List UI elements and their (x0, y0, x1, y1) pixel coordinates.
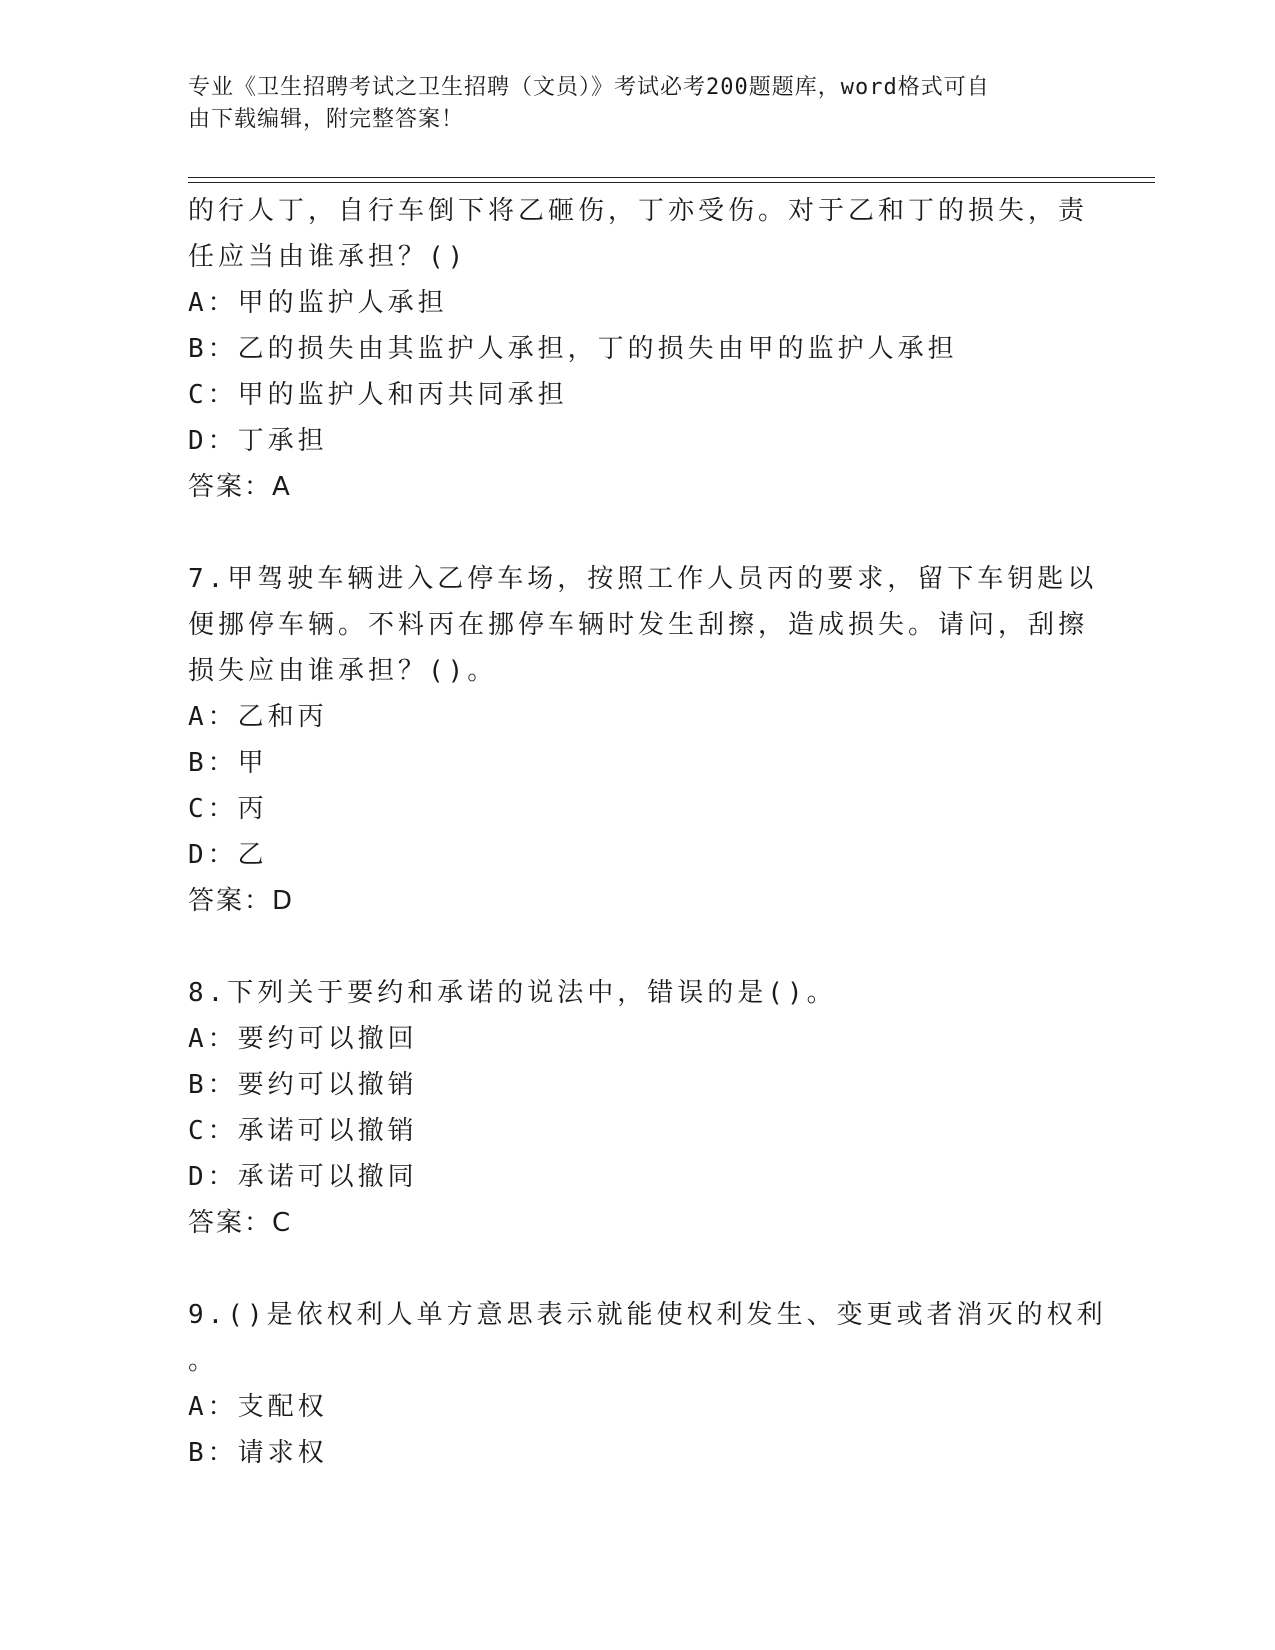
question-stem: 。 (188, 1346, 219, 1376)
header-rule-top (188, 177, 1155, 178)
question-9 (188, 1292, 1107, 1476)
option-d: D：承诺可以撤同 (188, 1162, 418, 1192)
spacer (188, 510, 1068, 556)
option-c: C：甲的监护人和丙共同承担 (188, 380, 568, 410)
header-rule-bottom (188, 182, 1155, 183)
option-c: C：丙 (188, 794, 268, 824)
document-header (188, 72, 1068, 136)
question-stem: 便挪停车辆。不料丙在挪停车辆时发生刮擦，造成损失。请问，刮擦 (188, 610, 1089, 640)
document-body (188, 188, 1107, 1476)
option-b: B：要约可以撤销 (188, 1070, 418, 1100)
header-line-1: 专业《卫生招聘考试之卫生招聘（文员）》考试必考200题题库，word格式可自 (188, 75, 990, 100)
option-a: A：甲的监护人承担 (188, 288, 448, 318)
spacer (188, 1246, 1068, 1292)
header-line-2: 由下载编辑，附完整答案！ (188, 107, 465, 132)
question-stem: 的行人丁，自行车倒下将乙砸伤，丁亦受伤。对于乙和丁的损失，责 (188, 196, 1089, 226)
question-6 (188, 188, 1089, 510)
question-stem: 任应当由谁承担？() (188, 242, 468, 272)
question-stem: 损失应由谁承担？()。 (188, 656, 498, 686)
option-a: A：乙和丙 (188, 702, 328, 732)
question-stem: 7.甲驾驶车辆进入乙停车场，按照工作人员丙的要求，留下车钥匙以 (188, 564, 1098, 594)
option-a: A：支配权 (188, 1392, 328, 1422)
option-b: B：请求权 (188, 1438, 328, 1468)
answer-line: 答案：D (188, 886, 295, 916)
option-c: C：承诺可以撤销 (188, 1116, 418, 1146)
option-a: A：要约可以撤回 (188, 1024, 418, 1054)
answer-line: 答案：C (188, 1208, 293, 1238)
spacer (188, 924, 1068, 970)
option-b: B：甲 (188, 748, 268, 778)
question-8 (188, 970, 1068, 1246)
option-d: D：丁承担 (188, 426, 328, 456)
answer-line: 答案：A (188, 472, 292, 502)
question-stem: 9.()是依权利人单方意思表示就能使权利发生、变更或者消灭的权利 (188, 1300, 1107, 1330)
option-d: D：乙 (188, 840, 268, 870)
option-b: B：乙的损失由其监护人承担，丁的损失由甲的监护人承担 (188, 334, 958, 364)
question-7 (188, 556, 1098, 924)
question-stem: 8.下列关于要约和承诺的说法中，错误的是()。 (188, 978, 837, 1008)
